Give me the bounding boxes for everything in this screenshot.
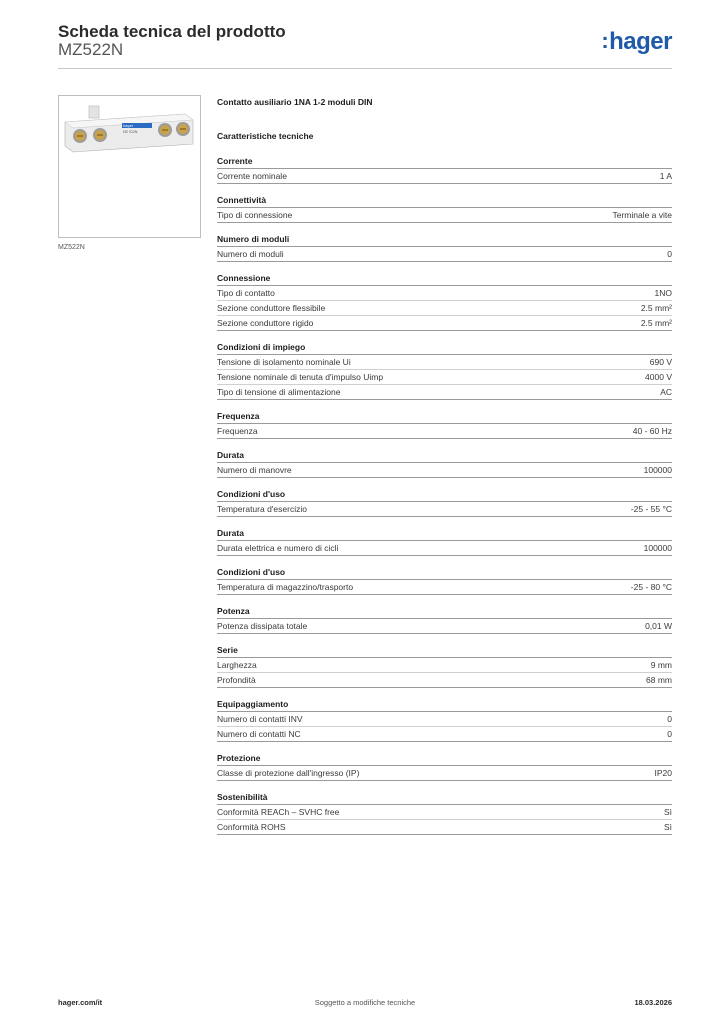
spec-value: 0 (667, 714, 672, 724)
spec-section (217, 341, 672, 400)
svg-text:hager: hager (123, 124, 134, 128)
spec-value: AC (660, 387, 672, 397)
spec-section (217, 698, 672, 742)
spec-row (217, 286, 672, 301)
spec-value: -25 - 55 °C (630, 504, 672, 514)
spec-row (217, 658, 672, 673)
screw-terminal-2 (93, 128, 107, 142)
spec-row (217, 580, 672, 595)
spec-value: 2.5 mm² (640, 303, 672, 313)
footer-website: hager.com/it (58, 998, 103, 1007)
spec-label: Temperatura d'esercizio (217, 504, 307, 514)
footer-date: 18.03.2026 (634, 998, 672, 1007)
spec-section (217, 791, 672, 835)
spec-row (217, 727, 672, 742)
section-title: Durata (217, 527, 672, 541)
header-divider (58, 68, 672, 69)
spec-value: Sì (663, 822, 672, 832)
section-title: Protezione (217, 752, 672, 766)
spec-value: 1 A (659, 171, 672, 181)
spec-row (217, 316, 672, 331)
spec-section (217, 449, 672, 478)
spec-row (217, 463, 672, 478)
spec-section (217, 233, 672, 262)
spec-value: 0,01 W (645, 621, 672, 631)
spec-section (217, 194, 672, 223)
section-title: Serie (217, 644, 672, 658)
section-title: Connettività (217, 194, 672, 208)
spec-label: Tensione nominale di tenuta d'impulso Uimp (217, 372, 384, 382)
specs-heading: Caratteristiche tecniche (217, 131, 314, 141)
spec-section (217, 527, 672, 556)
spec-row (217, 712, 672, 727)
spec-value: IP20 (654, 768, 672, 778)
spec-label: Corrente nominale (217, 171, 287, 181)
footer-note: Soggetto a modifiche tecniche (314, 998, 416, 1007)
spec-row (217, 424, 672, 439)
screw-terminal-1 (73, 129, 87, 143)
spec-row (217, 766, 672, 781)
spec-value: 100000 (643, 543, 672, 553)
logo-text: hager (609, 28, 672, 55)
spec-value: 40 - 60 Hz (632, 426, 672, 436)
spec-row (217, 169, 672, 184)
spec-value: Terminale a vite (612, 210, 672, 220)
spec-label: Numero di contatti INV (217, 714, 303, 724)
spec-value: 690 V (649, 357, 672, 367)
screw-terminal-3 (158, 123, 172, 137)
section-title: Condizioni di impiego (217, 341, 672, 355)
spec-label: Numero di manovre (217, 465, 292, 475)
spec-label: Potenza dissipata totale (217, 621, 308, 631)
page-footer (58, 998, 672, 1010)
section-title: Condizioni d'uso (217, 488, 672, 502)
spec-row (217, 805, 672, 820)
spec-label: Sezione conduttore flessibile (217, 303, 326, 313)
spec-row (217, 301, 672, 316)
spec-value: Sì (663, 807, 672, 817)
spec-label: Tipo di tensione di alimentazione (217, 387, 341, 397)
spec-value: 2.5 mm² (640, 318, 672, 328)
section-title: Durata (217, 449, 672, 463)
spec-section (217, 272, 672, 331)
spec-label: Conformità REACh – SVHC free (217, 807, 340, 817)
spec-label: Profondità (217, 675, 256, 685)
spec-section (217, 752, 672, 781)
spec-value: 68 mm (646, 675, 672, 685)
document-title: Scheda tecnica del prodotto (58, 22, 286, 41)
section-title: Condizioni d'uso (217, 566, 672, 580)
spec-row (217, 370, 672, 385)
spec-label: Tensione di isolamento nominale Ui (217, 357, 351, 367)
spec-row (217, 355, 672, 370)
spec-row (217, 820, 672, 835)
product-image (58, 95, 201, 238)
spec-label: Numero di moduli (217, 249, 284, 259)
spec-row (217, 502, 672, 517)
spec-label: Sezione conduttore rigido (217, 318, 314, 328)
image-caption: MZ522N (58, 244, 85, 251)
spec-content (217, 96, 672, 845)
spec-section (217, 605, 672, 634)
spec-label: Temperatura di magazzino/trasporto (217, 582, 354, 592)
spec-label: Frequenza (217, 426, 258, 436)
spec-value: 100000 (643, 465, 672, 475)
product-code: MZ522N (58, 40, 124, 59)
spec-label: Tipo di connessione (217, 210, 293, 220)
spec-section (217, 155, 672, 184)
spec-value: 0 (667, 729, 672, 739)
spec-row (217, 541, 672, 556)
spec-label: Tipo di contatto (217, 288, 275, 298)
hager-logo: :hager (601, 28, 672, 55)
spec-value: 9 mm (650, 660, 672, 670)
section-title: Corrente (217, 155, 672, 169)
section-title: Potenza (217, 605, 672, 619)
spec-sections (217, 155, 672, 835)
section-title: Numero di moduli (217, 233, 672, 247)
spec-value: -25 - 80 °C (630, 582, 672, 592)
section-title: Connessione (217, 272, 672, 286)
spec-label: Durata elettrica e numero di cicli (217, 543, 339, 553)
section-title: Equipaggiamento (217, 698, 672, 712)
section-title: Frequenza (217, 410, 672, 424)
spec-row (217, 619, 672, 634)
page-header (58, 22, 672, 68)
screw-terminal-4 (176, 122, 190, 136)
spec-row (217, 385, 672, 400)
spec-label: Conformità ROHS (217, 822, 286, 832)
spec-label: Numero di contatti NC (217, 729, 301, 739)
product-name: Contatto ausiliario 1NA 1-2 moduli DIN (217, 97, 373, 107)
spec-value: 4000 V (645, 372, 672, 382)
spec-row (217, 208, 672, 223)
spec-value: 0 (667, 249, 672, 259)
spec-label: Larghezza (217, 660, 257, 670)
spec-section (217, 488, 672, 517)
spec-row (217, 673, 672, 688)
auxiliary-contact-image (59, 96, 200, 237)
spec-section (217, 410, 672, 439)
spec-section (217, 566, 672, 595)
spec-value: 1NO (654, 288, 672, 298)
spec-row (217, 247, 672, 262)
image-label-text: MZ 522N (123, 130, 138, 134)
spec-label: Classe di protezione dall'ingresso (IP) (217, 768, 360, 778)
section-title: Sostenibilità (217, 791, 672, 805)
spec-section (217, 644, 672, 688)
